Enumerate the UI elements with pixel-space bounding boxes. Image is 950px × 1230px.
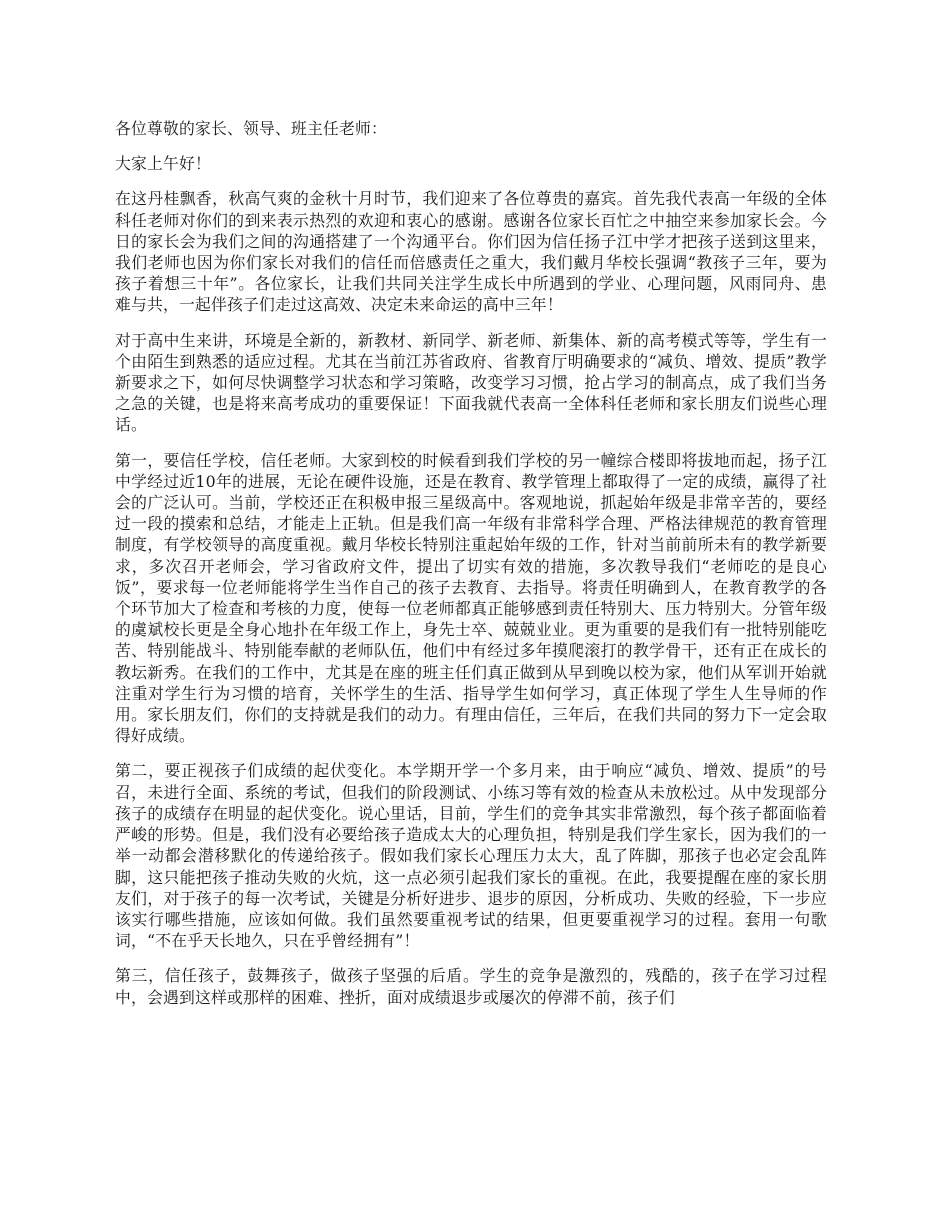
salutation: 各位尊敬的家长、领导、班主任老师： — [115, 119, 387, 138]
greeting: 大家上午好！ — [115, 154, 211, 174]
paragraph-adaptation: 对于高中生来讲，环境是全新的，新教材、新同学、新老师、新集体、新的高考模式等等，学生有一个由陌生到熟悉的适应过程。尤其在当前江苏省政府、省教育厅明确要求的“减负、增效、提质”教学新要求之下，如何尽快调整学习状态和学习策略，改变学习习惯，抢占学习的制高点，成了我们当务之急的关键，也是将来高考成功的重要保证！下面我就代表高一全体科任老师和家长朋友们说些心理话。 — [115, 330, 827, 435]
paragraph-intro: 在这丹桂飘香，秋高气爽的金秋十月时节，我们迎来了各位尊贵的嘉宾。首先我代表高一年级的全体科任老师对你们的到来表示热烈的欢迎和衷心的感谢。感谢各位家长百忙之中抽空来参加家长会。今日的家长会为我们之间的沟通搭建了一个沟通平台。你们因为信任扬子江中学才把孩子送到这里来，我们老师也因为你们家长对我们的信任而倍感责任之重大，我们戴月华校长强调“教孩子三年，要为孩子着想三十年”。各位家长，让我们共同关注学生成长中所遇到的学业、心理问题，风雨同舟、患难与共，一起伴孩子们走过这高效、决定未来命运的高中三年！ — [115, 189, 827, 315]
paragraph-third-point: 第三，信任孩子，鼓舞孩子，做孩子坚强的后盾。学生的竞争是激烈的，残酷的，孩子在学习过程中，会遇到这样或那样的困难、挫折，面对成绩退步或屡次的停滞不前，孩子们 — [115, 966, 827, 1007]
document-body — [115, 118, 827, 1022]
paragraph-first-point: 第一，要信任学校，信任老师。大家到校的时候看到我们学校的另一幢综合楼即将拔地而起，扬子江中学经过近10年的进展，无论在硬件设施，还是在教育、教学管理上都取得了一定的成绩，赢得了社会的广泛认可。当前，学校还正在积极申报三星级高中。客观地说，抓起始年级是非常辛苦的，要经过一段的摸索和总结，才能走上正轨。但是我们高一年级有非常科学合理、严格法律规范的教育管理制度，有学校领导的高度重视。戴月华校长特别注重起始年级的工作，针对当前前所未有的教学新要求，多次召开老师会，学习省政府文件，提出了切实有效的措施，多次教导我们“老师吃的是良心饭”，要求每一位老师能将学生当作自己的孩子去教育、去指导。将责任明确到人，在教育教学的各个环节加大了检查和考核的力度，使每一位老师都真正能够感到责任特别大、压力特别大。分管年级的虞斌校长更是全身心地扑在年级工作上，身先士卒、兢兢业业。更为重要的是我们有一批特别能吃苦、特别能战斗、特别能奉献的老师队伍，他们中有经过多年摸爬滚打的教学骨干，还有正在成长的教坛新秀。在我们的工作中，尤其是在座的班主任们真正做到从早到晚以校为家，他们从军训开始就注重对学生行为习惯的培育，关怀学生的生活、指导学生如何学习，真正体现了学生人生导师的作用。家长朋友们，你们的支持就是我们的动力。有理由信任，三年后，在我们共同的努力下一定会取得好成绩。 — [115, 450, 827, 746]
paragraph-second-point: 第二，要正视孩子们成绩的起伏变化。本学期开学一个多月来，由于响应“减负、增效、提质”的号召，未进行全面、系统的考试，但我们的阶段测试、小练习等有效的检查从未放松过。从中发现部分孩子的成绩存在明显的起伏变化。说心里话，目前，学生们的竞争其实非常激烈，每个孩子都面临着严峻的形势。但是，我们没有必要给孩子造成太大的心理负担，特别是我们学生家长，因为我们的一举一动都会潜移默化的传递给孩子。假如我们家长心理压力太大，乱了阵脚，那孩子也必定会乱阵脚，这只能把孩子推动失败的火炕，这一点必须引起我们家长的重视。在此，我要提醒在座的家长朋友们，对于孩子的每一次考试，关键是分析好进步、退步的原因，分析成功、失败的经验，下一步应该实行哪些措施，应该如何做。我们虽然要重视考试的结果，但更要重视学习的过程。套用一句歌词，“不在乎天长地久，只在乎曾经拥有”！ — [115, 761, 827, 951]
